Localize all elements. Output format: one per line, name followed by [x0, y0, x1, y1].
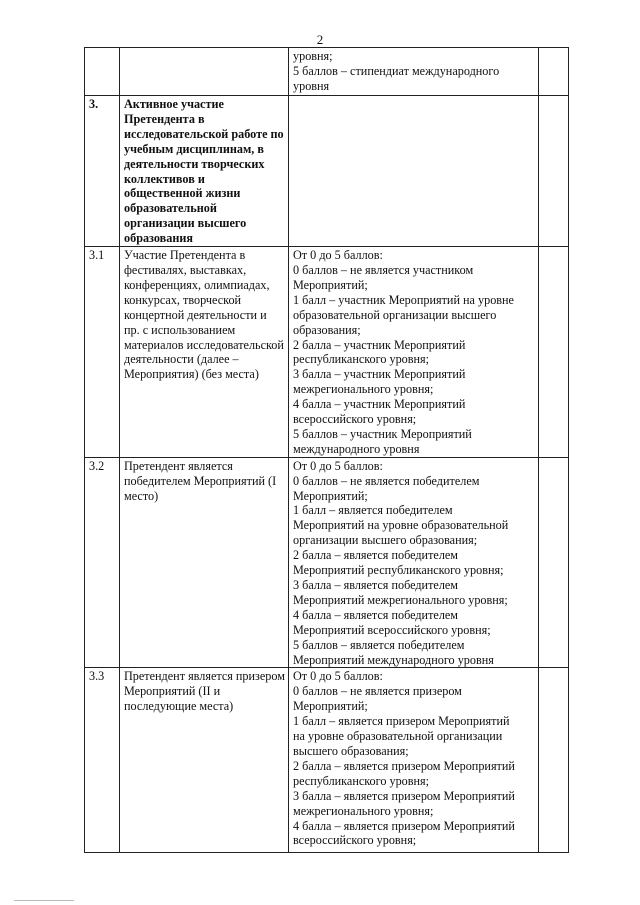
score-line: международного уровня — [293, 441, 420, 456]
score-line: 4 балла – участник Мероприятий — [293, 397, 466, 412]
criterion-cell — [120, 48, 289, 96]
empty-cell — [539, 247, 569, 458]
score-line: 3 балла – является призером Мероприятий — [293, 788, 515, 803]
score-line: 2 балла – является победителем — [293, 548, 459, 563]
score-line: уровня — [293, 78, 330, 93]
row-number: 3.1 — [85, 247, 120, 458]
empty-cell — [539, 668, 569, 853]
empty-cell — [539, 48, 569, 96]
score-line: межрегионального уровня; — [293, 803, 434, 818]
score-line: 0 баллов – не является призером — [293, 684, 462, 699]
score-line: республиканского уровня; — [293, 773, 430, 788]
score-line: 2 балла – является призером Мероприятий — [293, 758, 515, 773]
score-line: Мероприятий; — [293, 277, 368, 292]
score-line: 0 баллов – не является победителем — [293, 473, 480, 488]
score-cell — [289, 457, 539, 668]
score-line: Мероприятий всероссийского уровня; — [293, 622, 491, 637]
score-line: 3 балла – участник Мероприятий — [293, 367, 466, 382]
score-line: образовательной организации высшего — [293, 307, 497, 322]
score-line: 1 балл – является призером Мероприятий — [293, 714, 510, 729]
table-row — [85, 96, 569, 247]
criterion-cell: Активное участие Претендента в исследовательской работе по учебным дисциплинам, в деятельности творческих коллективов и общественной жизни образовательной организации высшего образования — [120, 96, 289, 247]
table-row — [85, 457, 569, 668]
score-line: Мероприятий на уровне образовательной — [293, 518, 509, 533]
score-line: 5 баллов – участник Мероприятий — [293, 426, 472, 441]
score-cell — [289, 668, 539, 853]
row-number: 3.3 — [85, 668, 120, 853]
score-line: 3 балла – является победителем — [293, 578, 459, 592]
table-row — [85, 48, 569, 96]
score-line: 4 балла – является призером Мероприятий — [293, 818, 515, 833]
score-line: 2 балла – участник Мероприятий — [293, 337, 466, 352]
score-line: 5 баллов – является победителем — [293, 637, 465, 652]
score-line: Мероприятий; — [293, 488, 368, 503]
criteria-table — [84, 47, 569, 853]
row-number: 3. — [85, 96, 120, 247]
criterion-cell: Претендент является призером Мероприятий (II и последующие места) — [120, 668, 289, 853]
criterion-cell: Претендент является победителем Мероприятий (I место) — [120, 457, 289, 668]
score-cell — [289, 247, 539, 458]
score-line: уровня; — [293, 49, 333, 63]
empty-cell — [539, 96, 569, 247]
score-line: всероссийского уровня; — [293, 833, 417, 848]
score-line: республиканского уровня; — [293, 352, 430, 367]
score-line: 1 балл – участник Мероприятий на уровне — [293, 292, 514, 307]
score-line: Мероприятий международного уровня — [293, 652, 494, 667]
score-line: 1 балл – является победителем — [293, 503, 453, 518]
score-line: на уровне образовательной организации — [293, 729, 503, 744]
score-line: 4 балла – является победителем — [293, 607, 459, 622]
criterion-cell: Участие Претендента в фестивалях, выставках, конференциях, олимпиадах, конкурсах, творческой концертной деятельности и пр. с использованием материалов исследовательской деятельности (далее – Мероприятия) (без места) — [120, 247, 289, 458]
row-number: 3.2 — [85, 457, 120, 668]
score-line: высшего образования; — [293, 743, 409, 758]
score-line: межрегионального уровня; — [293, 382, 434, 397]
score-cell — [289, 48, 539, 96]
scan-artifact — [14, 900, 74, 901]
score-line: От 0 до 5 баллов: — [293, 248, 383, 263]
table-row — [85, 668, 569, 853]
score-line: 5 баллов – стипендиат международного — [293, 63, 500, 78]
score-line: образования; — [293, 322, 361, 337]
empty-cell — [539, 457, 569, 668]
score-line: Мероприятий межрегионального уровня; — [293, 592, 508, 607]
score-line: Мероприятий республиканского уровня; — [293, 563, 504, 578]
page-number: 2 — [316, 32, 324, 47]
score-line: Мероприятий; — [293, 699, 368, 714]
score-line: От 0 до 5 баллов: — [293, 458, 383, 473]
score-line: организации высшего образования; — [293, 533, 478, 548]
score-line: 0 баллов – не является участником — [293, 262, 474, 277]
score-cell — [289, 96, 539, 247]
table-row — [85, 247, 569, 458]
score-line: всероссийского уровня; — [293, 412, 417, 427]
row-number — [85, 48, 120, 96]
score-line: От 0 до 5 баллов: — [293, 669, 383, 684]
